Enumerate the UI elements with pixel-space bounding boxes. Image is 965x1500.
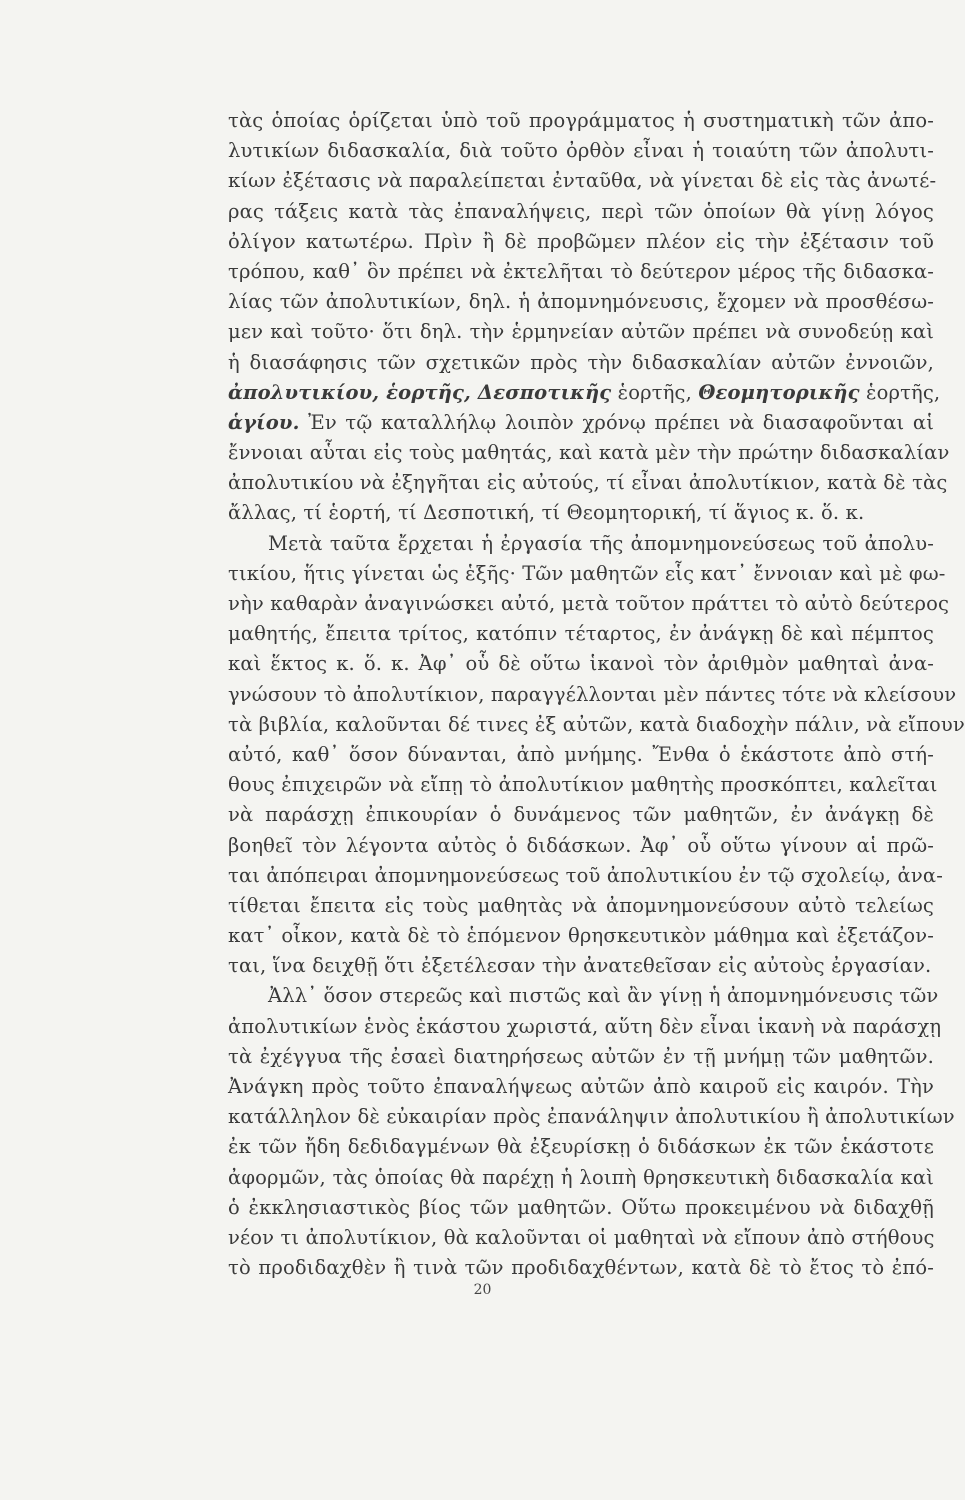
text-line: ἄλλας, τί ἑορτή, τί Δεσποτική, τί Θεομητορική, τί ἅγιος κ. ὅ. κ. <box>228 501 865 525</box>
text-line: κατ᾽ οἶκον, κατὰ δὲ τὸ ἑπόμενον θρησκευτικὸν μάθημα καὶ ἐξετάζον- <box>228 924 934 948</box>
text-line: βοηθεῖ τὸν λέγοντα αὐτὸς ὁ διδάσκων. Ἀφ᾽ οὗ οὕτω γίνουν αἱ πρῶ- <box>228 833 934 857</box>
text-line: ἀπολυτικίων ἑνὸς ἑκάστου χωριστά, αὕτη δὲν εἶναι ἱκανὴ νὰ παράσχῃ <box>228 1014 942 1038</box>
text-line <box>228 378 941 408</box>
text-line: γνώσουν τὸ ἀπολυτίκιον, παραγγέλλονται μὲν πάντες τότε νὰ κλείσουν <box>228 682 957 706</box>
text-line: τικίου, ἥτις γίνεται ὡς ἑξῆς· Τῶν μαθητῶν εἷς κατ᾽ ἔννοιαν καὶ μὲ φω- <box>228 561 946 585</box>
page-number: 20 <box>473 1282 492 1298</box>
text-line: λίας τῶν ἀπολυτικίων, δηλ. ἡ ἀπομνημόνευσις, ἔχομεν νὰ προσθέσω- <box>228 290 934 314</box>
text-line: τὸ προδιδαχθὲν ἢ τινὰ τῶν προδιδαχθέντων, κατὰ δὲ τὸ ἔτος τὸ ἐπό- <box>228 1256 934 1280</box>
emphasized-term: Θεομητορικῆς <box>698 380 860 404</box>
text-line: μεν καὶ τοῦτο· ὅτι δηλ. τὴν ἑρμηνείαν αὐτῶν πρέπει νὰ συνοδεύῃ καὶ <box>228 320 934 344</box>
text-line: ἀπολυτικίου νὰ ἐξηγῆται εἰς αὐτούς, τί εἶναι ἀπολυτίκιον, κατὰ δὲ τὰς <box>228 471 948 495</box>
text-line: αὐτό, καθ᾽ ὅσον δύνανται, ἀπὸ μνήμης. Ἔνθα ὁ ἑκάστοτε ἀπὸ στή- <box>228 742 934 766</box>
text-line: νέον τι ἀπολυτίκιον, θὰ καλοῦνται οἱ μαθηταὶ νὰ εἴπουν ἀπὸ στήθους <box>228 1225 935 1249</box>
text-line: Μετὰ ταῦτα ἔρχεται ἡ ἐργασία τῆς ἀπομνημονεύσεως τοῦ ἀπολυ- <box>268 531 934 555</box>
text-line: ται ἀπόπειραι ἀπομνημονεύσεως τοῦ ἀπολυτικίου ἐν τῷ σχολείῳ, ἀνα- <box>228 863 943 887</box>
text-run: Ἐν τῷ καταλλήλῳ λοιπὸν χρόνῳ πρέπει νὰ διασαφοῦνται αἱ <box>299 410 934 434</box>
emphasized-term: ἁγίου. <box>228 410 300 434</box>
text-line: ἔννοιαι αὗται εἰς τοὺς μαθητάς, καὶ κατὰ μὲν τὴν πρώτην διδασκαλίαν <box>228 441 950 465</box>
text-line: Ἀνάγκη πρὸς τοῦτο ἐπαναλήψεως αὐτῶν ἀπὸ καιροῦ εἰς καιρόν. Τὴν <box>228 1075 934 1098</box>
text-line: θους ἐπιχειρῶν νὰ εἴπῃ τὸ ἀπολυτίκιον μαθητὴς προσκόπτει, καλεῖται <box>228 773 938 797</box>
text-line: νὰ παράσχῃ ἐπικουρίαν ὁ δυνάμενος τῶν μαθητῶν, ἐν ἀνάγκῃ δὲ <box>228 803 934 827</box>
text-line: ται, ἵνα δειχθῇ ὅτι ἐξετέλεσαν τὴν ἀνατεθεῖσαν εἰς αὐτοὺς ἐργασίαν. <box>228 954 932 978</box>
text-line: ὁ ἐκκλησιαστικὸς βίος τῶν μαθητῶν. Οὕτω προκειμένου νὰ διδαχθῇ <box>228 1195 934 1219</box>
text-line: ἀφορμῶν, τὰς ὁποίας θὰ παρέχῃ ἡ λοιπὴ θρησκευτικὴ διδασκαλία καὶ <box>228 1165 934 1189</box>
text-line: κίων ἐξέτασις νὰ παραλείπεται ἐνταῦθα, νὰ γίνεται δὲ εἰς τὰς ἀνωτέ- <box>228 169 937 193</box>
text-line <box>228 408 934 438</box>
text-line: Ἀλλ᾽ ὅσον στερεῶς καὶ πιστῶς καὶ ἂν γίνῃ ἡ ἀπομνημόνευσις τῶν <box>268 984 939 1008</box>
emphasized-term: ἀπολυτικίου, ἑορτῆς, Δεσποτικῆς <box>228 380 612 404</box>
text-line: τὰς ὁποίας ὁρίζεται ὑπὸ τοῦ προγράμματος ἡ συστηματικὴ τῶν ἀπο- <box>228 109 934 132</box>
text-line: καὶ ἕκτος κ. ὅ. κ. Ἀφ᾽ οὗ δὲ οὕτω ἱκανοὶ τὸν ἀριθμὸν μαθηταὶ ἀνα- <box>228 652 934 676</box>
text-line: τρόπου, καθ᾽ ὃν πρέπει νὰ ἐκτελῆται τὸ δεύτερον μέρος τῆς διδασκα- <box>228 259 934 283</box>
text-line: ἐκ τῶν ἤδη δεδιδαγμένων θὰ ἐξευρίσκῃ ὁ διδάσκων ἐκ τῶν ἑκάστοτε <box>228 1135 934 1159</box>
text-line: νὴν καθαρὰν ἀναγινώσκει αὐτό, μετὰ τοῦτον πράττει τὸ αὐτὸ δεύτερος <box>228 592 950 615</box>
text-line: ρας τάξεις κατὰ τὰς ἐπαναλήψεις, περὶ τῶν ὁποίων θὰ γίνῃ λόγος <box>228 199 934 223</box>
text-line: μαθητής, ἔπειτα τρίτος, κατόπιν τέταρτος, ἐν ἀνάγκῃ δὲ καὶ πέμπτος <box>228 622 934 646</box>
text-line: κατάλληλον δὲ εὐκαιρίαν πρὸς ἐπανάληψιν ἀπολυτικίου ἢ ἀπολυτικίων <box>228 1105 955 1129</box>
text-line: λυτικίων διδασκαλία, διὰ τοῦτο ὀρθὸν εἶναι ἡ τοιαύτη τῶν ἀπολυτι- <box>228 139 934 163</box>
text-line: τίθεται ἔπειτα εἰς τοὺς μαθητὰς νὰ ἀπομνημονεύσουν αὐτὸ τελείως <box>228 893 934 917</box>
text-run: ἑορτῆς, <box>611 380 699 404</box>
text-run: ἑορτῆς, <box>859 380 941 404</box>
text-line: ὀλίγον κατωτέρω. Πρὶν ἢ δὲ προβῶμεν πλέον εἰς τὴν ἐξέτασιν τοῦ <box>228 229 934 253</box>
text-line: τὰ βιβλία, καλοῦνται δέ τινες ἐξ αὐτῶν, κατὰ διαδοχὴν πάλιν, νὰ εἴπουν <box>228 712 965 736</box>
body-text <box>228 106 965 1283</box>
text-line: τὰ ἐχέγγυα τῆς ἐσαεὶ διατηρήσεως αὐτῶν ἐν τῇ μνήμῃ τῶν μαθητῶν. <box>228 1044 934 1068</box>
text-line: ἡ διασάφησις τῶν σχετικῶν πρὸς τὴν διδασκαλίαν αὐτῶν ἐννοιῶν, <box>228 350 934 374</box>
